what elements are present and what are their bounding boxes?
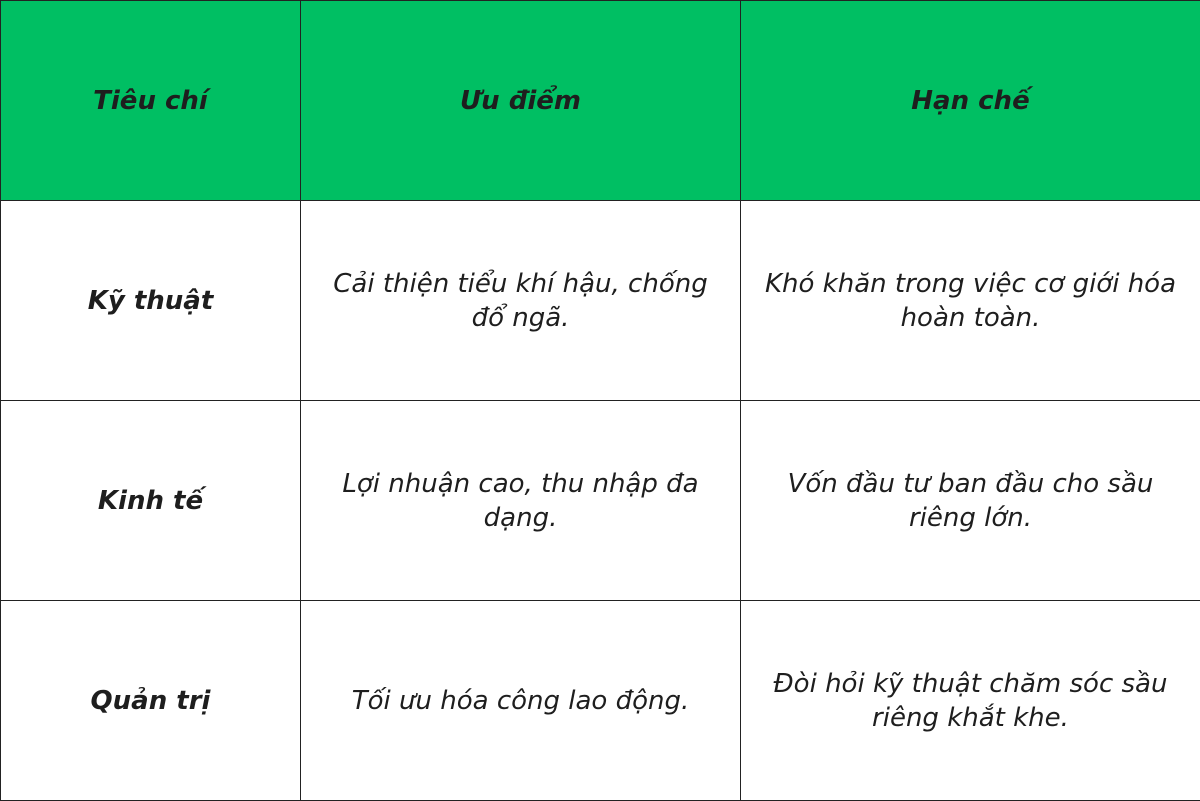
- cons-cell: Khó khăn trong việc cơ giới hóa hoàn toàn.: [741, 201, 1200, 401]
- criterion-cell: Kinh tế: [1, 401, 301, 601]
- table-row: [1, 201, 1200, 401]
- header-criterion: Tiêu chí: [1, 1, 301, 201]
- header-row: [1, 1, 1200, 201]
- pros-cell: Cải thiện tiểu khí hậu, chống đổ ngã.: [301, 201, 741, 401]
- criterion-cell: Kỹ thuật: [1, 201, 301, 401]
- header-cons: Hạn chế: [741, 1, 1200, 201]
- table-row: [1, 601, 1200, 801]
- criterion-cell: Quản trị: [1, 601, 301, 801]
- cons-cell: Vốn đầu tư ban đầu cho sầu riêng lớn.: [741, 401, 1200, 601]
- header-pros: Ưu điểm: [301, 1, 741, 201]
- pros-cell: Tối ưu hóa công lao động.: [301, 601, 741, 801]
- table-row: [1, 401, 1200, 601]
- pros-cell: Lợi nhuận cao, thu nhập đa dạng.: [301, 401, 741, 601]
- cons-cell: Đòi hỏi kỹ thuật chăm sóc sầu riêng khắt khe.: [741, 601, 1200, 801]
